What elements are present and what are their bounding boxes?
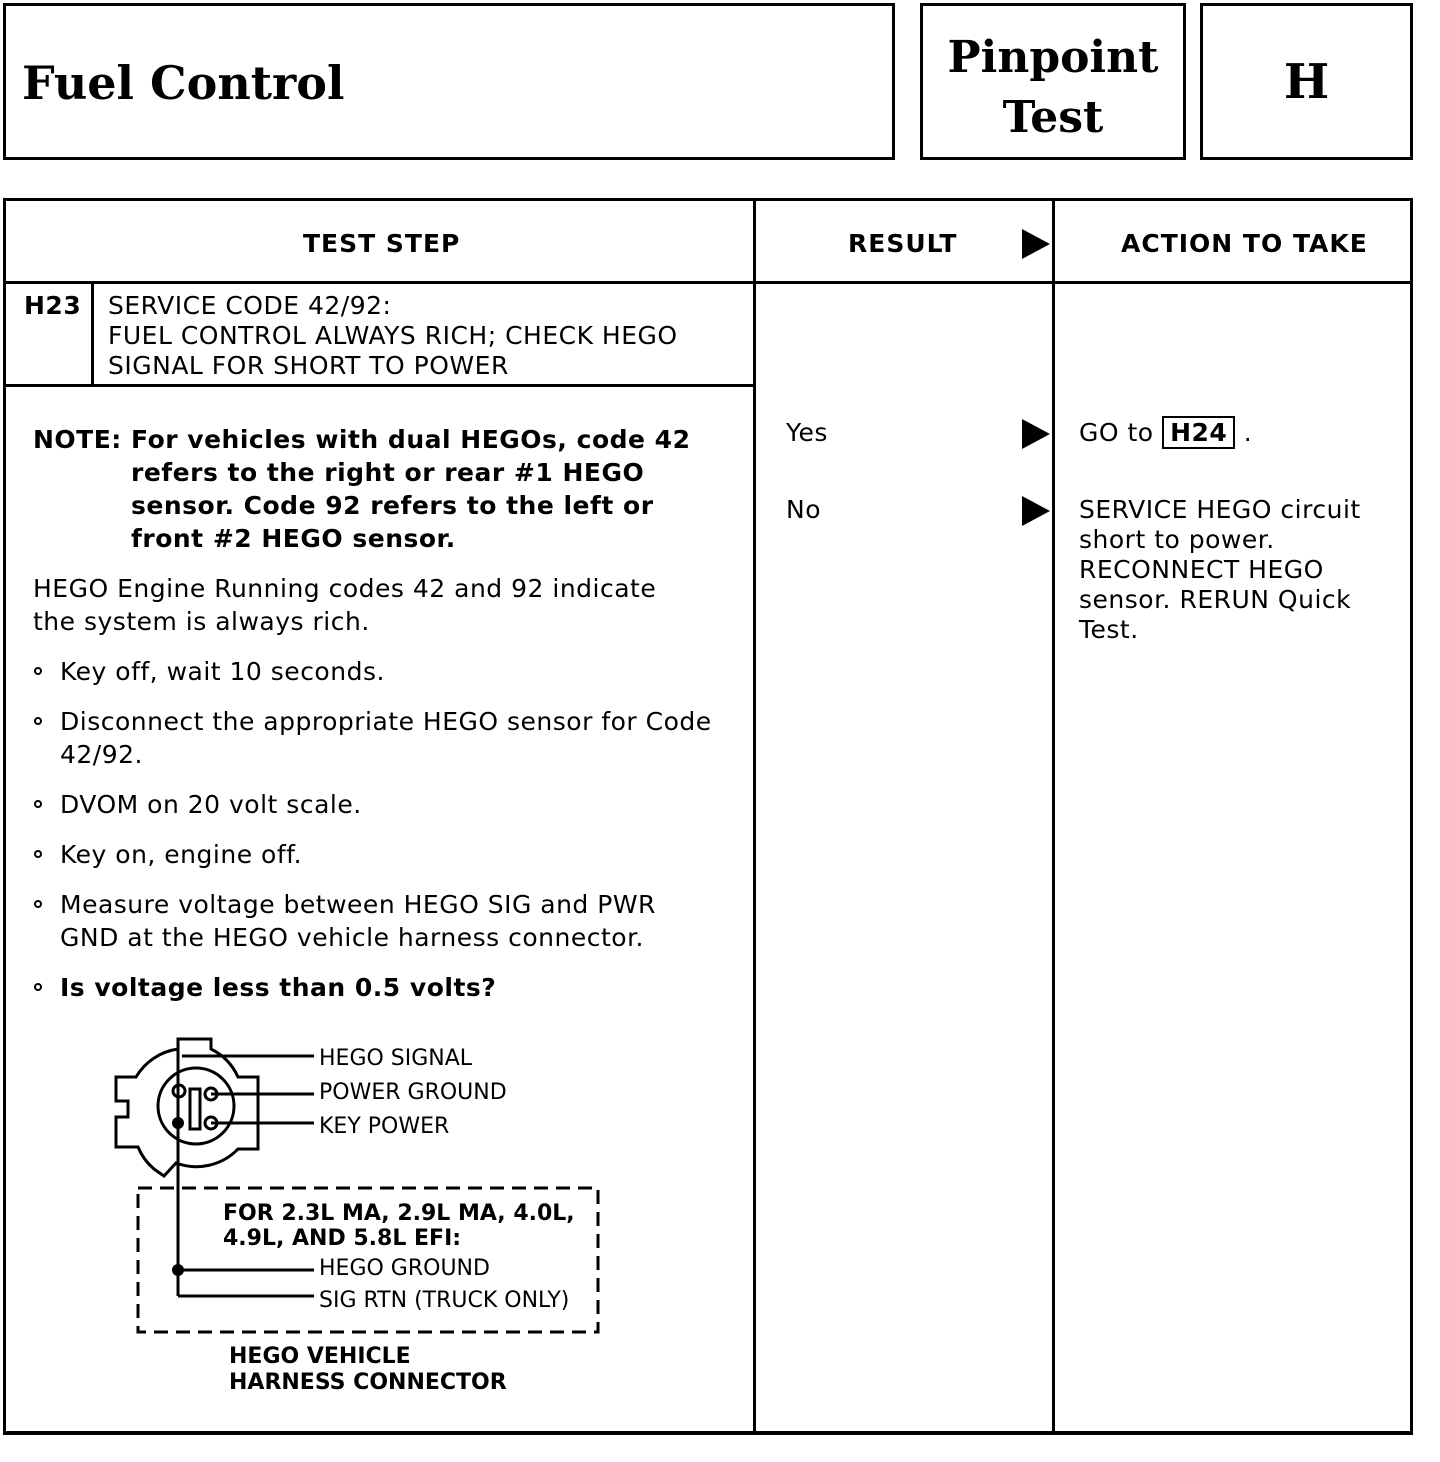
step-reference-h24: H24 [1162, 416, 1235, 449]
bullet-line: Measure voltage between HEGO SIG and PWR [60, 890, 656, 919]
bullet-line: 42/92. [60, 740, 143, 769]
diagram-box-heading: 4.9L, AND 5.8L EFI: [223, 1226, 462, 1251]
pinpoint-line2: Test [1002, 92, 1104, 143]
page-title: Fuel Control [22, 56, 345, 110]
note-line: sensor. Code 92 refers to the left or [131, 491, 654, 520]
diagram-label: HEGO GROUND [319, 1256, 490, 1281]
action-no-line: sensor. RERUN Quick [1079, 585, 1352, 614]
pinpoint-line1: Pinpoint [947, 32, 1159, 83]
diagram-caption: HARNESS CONNECTOR [229, 1370, 507, 1395]
note-line: refers to the right or rear #1 HEGO [131, 458, 645, 487]
action-no-line: SERVICE HEGO circuit [1079, 495, 1361, 524]
note-line: front #2 HEGO sensor. [131, 524, 456, 553]
diagram-label: HEGO SIGNAL [319, 1046, 473, 1071]
action-no-line: short to power. [1079, 525, 1275, 554]
action-no-line: Test. [1079, 615, 1139, 644]
bullet-line: DVOM on 20 volt scale. [60, 790, 362, 819]
bullet-line: Key on, engine off. [60, 840, 303, 869]
title-box [3, 3, 895, 160]
step-id: H23 [24, 291, 82, 320]
step-title-line: SERVICE CODE 42/92: [108, 291, 392, 320]
column-header-test-step: TEST STEP [303, 229, 461, 258]
pinpoint-box [920, 3, 1186, 160]
connector-face-icon [158, 1068, 234, 1144]
paragraph-line: the system is always rich. [33, 607, 370, 636]
action-yes-prefix: GO to [1079, 418, 1154, 447]
bullet-line: GND at the HEGO vehicle harness connector. [60, 923, 645, 952]
pinpoint-test-label [923, 28, 1183, 148]
result-no: No [786, 495, 821, 524]
note-label: NOTE: [33, 425, 122, 454]
diagram-caption: HEGO VEHICLE [229, 1344, 411, 1369]
step-title-line: FUEL CONTROL ALWAYS RICH; CHECK HEGO [108, 321, 678, 350]
test-step-table [3, 198, 1413, 1435]
bullet-line-question: Is voltage less than 0.5 volts? [60, 973, 497, 1002]
result-arrow-icon [1022, 229, 1050, 259]
column-header-result: RESULT [848, 229, 958, 258]
section-box [1200, 3, 1413, 160]
column-divider-2 [1052, 201, 1055, 1431]
section-letter: H [1283, 54, 1330, 110]
connector-housing-icon [116, 1039, 258, 1176]
bullet-line: Disconnect the appropriate HEGO sensor for Code [60, 707, 712, 736]
diagram-label: POWER GROUND [319, 1080, 507, 1105]
paragraph-line: HEGO Engine Running codes 42 and 92 indicate [33, 574, 657, 603]
result-yes: Yes [786, 418, 828, 447]
column-header-action: ACTION TO TAKE [1121, 229, 1368, 258]
note-line: For vehicles with dual HEGOs, code 42 [131, 425, 691, 454]
yes-arrow-icon [1022, 419, 1050, 449]
diagram-label: SIG RTN (TRUCK ONLY) [319, 1288, 570, 1313]
no-arrow-icon [1022, 496, 1050, 526]
diagram-label: KEY POWER [319, 1114, 450, 1139]
diagram-box-heading: FOR 2.3L MA, 2.9L MA, 4.0L, [223, 1201, 575, 1226]
step-title-line: SIGNAL FOR SHORT TO POWER [108, 351, 509, 380]
action-yes [1079, 418, 1252, 448]
action-no-line: RECONNECT HEGO [1079, 555, 1324, 584]
bullet-line: Key off, wait 10 seconds. [60, 657, 385, 686]
action-yes-suffix: . [1243, 418, 1253, 447]
